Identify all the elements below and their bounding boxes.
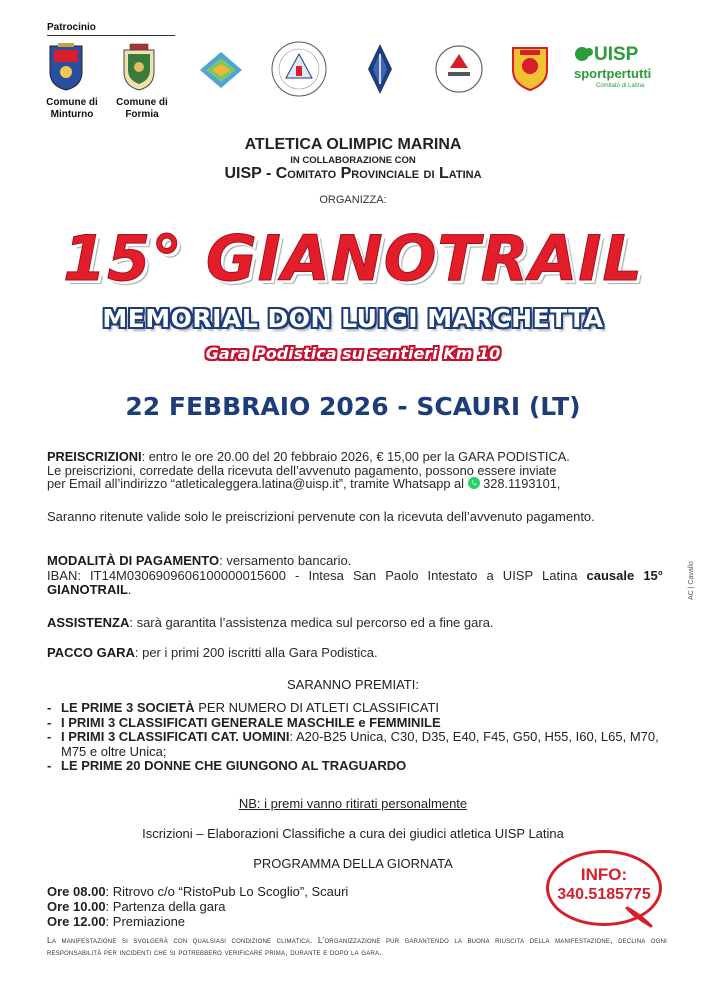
uisp-name: UISP	[594, 44, 639, 65]
prize-item-3-bold: I PRIMI 3 CLASSIFICATI CAT. UOMINI	[61, 729, 290, 744]
event-date: 22 FEBBRAIO 2026 - SCAURI (LT)	[125, 392, 581, 421]
programma-list	[47, 884, 547, 929]
formia-caption-line2: Formia	[125, 109, 159, 120]
pagamento-causale: causale 15° GIANOTRAIL	[47, 567, 663, 597]
programma-time: Ore 10.00	[47, 899, 106, 914]
footer-disclaimer: La manifestazione si svolgerà con qualsiasi condizione climatica. L’organizzazione pur garantendo la buona riuscita della manifestazione, declina ogni responsabilità per incidenti che si potrebbero verificare prima, durante e dopo la gara.	[47, 935, 667, 957]
minturno-crest	[46, 42, 86, 92]
preiscrizioni-block	[47, 450, 663, 491]
formia-crest	[118, 42, 160, 92]
prize-item-1	[47, 701, 667, 716]
prize-list	[47, 701, 667, 774]
minturno-caption-line1: Comune di	[46, 97, 98, 108]
pagamento-causale-end: .	[127, 582, 132, 597]
programma-desc: : Partenza della gara	[105, 899, 226, 914]
preiscrizioni-text2: Le preiscrizioni, corredate della ricevuta dell’avvenuto pagamento, possono essere inviate	[47, 462, 557, 478]
side-credit: AC | Cavallo	[688, 561, 695, 600]
prize-item-1-rest: PER NUMERO DI ATLETI CLASSIFICATI	[194, 700, 440, 715]
pacco-label: PACCO GARA	[47, 645, 135, 660]
volontariato-logo	[434, 44, 484, 94]
programma-desc: : Premiazione	[105, 914, 186, 929]
uisp-mark-icon	[574, 44, 594, 64]
iscrizioni-note: Iscrizioni – Elaborazioni Classifiche a cura dei giudici atletica UISP Latina	[142, 826, 564, 841]
prize-item-2	[47, 716, 667, 731]
info-label: INFO:	[580, 865, 628, 884]
uisp-logo	[574, 44, 664, 96]
prize-item-1-bold: LE PRIME 3 SOCIETÀ	[61, 700, 195, 715]
preiscrizioni-text1: : entro le ore 20.00 del 20 febbraio 2026, € 15,00 per la GARA PODISTICA.	[141, 449, 570, 464]
preiscrizioni-phone[interactable]: 328.1193101,	[483, 476, 561, 491]
pacco-block	[47, 646, 663, 661]
event-title: 15° GIANOTRAIL	[63, 222, 643, 295]
programma-item	[47, 914, 547, 929]
premiati-heading: SARANNO PREMIATI:	[287, 677, 419, 692]
minturno-caption-line2: Minturno	[50, 109, 94, 120]
formia-caption	[112, 97, 172, 121]
protezione-civile-logo	[270, 40, 328, 98]
uisp-tagline: sportpertutti	[574, 66, 652, 81]
patrocinio-divider	[47, 35, 175, 36]
minturno-caption	[42, 97, 102, 121]
whatsapp-icon	[468, 477, 480, 489]
validity-note: Saranno ritenute valide solo le preiscrizioni pervenute con la ricevuta dell’avvenuto pagamento.	[47, 509, 595, 524]
uisp-sub: Comitato di Latina	[596, 83, 645, 89]
prize-item-3	[47, 730, 667, 759]
pagamento-block	[47, 554, 663, 598]
pagamento-iban: IBAN: IT14M0306909606100000015600 - Intesa San Paolo Intestato a UISP Latina	[47, 567, 578, 583]
event-memorial: MEMORIAL DON LUIGI MARCHETTA	[102, 304, 604, 333]
formia-caption-line1: Comune di	[116, 97, 168, 108]
organizer-line2: IN COLLABORAZIONE CON	[290, 155, 416, 166]
prize-item-2-text: I PRIMI 3 CLASSIFICATI GENERALE MASCHILE e FEMMINILE	[61, 714, 441, 730]
organizer-line4: ORGANIZZA:	[319, 194, 387, 206]
pagamento-label: MODALITÀ DI PAGAMENTO	[47, 553, 220, 568]
radio-logo	[366, 42, 394, 96]
assistenza-text: : sarà garantita l’assistenza medica sul percorso ed a fine gara.	[129, 615, 494, 630]
programma-item	[47, 884, 547, 899]
programma-item	[47, 899, 547, 914]
assistenza-label: ASSISTENZA	[47, 615, 130, 630]
programma-time: Ore 12.00	[47, 914, 106, 929]
shield-logo	[510, 44, 550, 92]
organizer-line3: UISP - Comitato Provinciale di Latina	[224, 165, 482, 182]
info-phone[interactable]: 340.5185775	[557, 886, 651, 903]
speech-tail-icon	[625, 906, 653, 928]
organizer-line1: ATLETICA OLIMPIC MARINA	[244, 136, 462, 153]
event-subtitle: Gara Podistica su sentieri Km 10	[205, 344, 501, 363]
pagamento-text: : versamento bancario.	[219, 553, 352, 568]
programma-desc: : Ritrovo c/o “RistoPub Lo Scoglio”, Scauri	[105, 884, 349, 899]
pacco-text: : per i primi 200 iscritti alla Gara Podistica.	[134, 645, 378, 660]
nb-note: NB: i premi vanno ritirati personalmente	[238, 796, 468, 811]
prize-item-4-text: LE PRIME 20 DONNE CHE GIUNGONO AL TRAGUARDO	[61, 758, 407, 773]
prize-item-4	[47, 759, 667, 774]
programma-time: Ore 08.00	[47, 884, 106, 899]
regional-logo	[198, 50, 244, 90]
programma-heading: PROGRAMMA DELLA GIORNATA	[253, 856, 453, 871]
patrocinio-label: Patrocinio	[47, 22, 96, 33]
preiscrizioni-label: PREISCRIZIONI	[47, 449, 142, 464]
preiscrizioni-text3: per Email all’indirizzo “atleticaleggera.latina@uisp.it”, tramite Whatsapp al	[47, 476, 464, 491]
prize-item-3-rest: : A20-B25 Unica, C30, D35, E40, F45, G50, H55, I60, L65, M70, M75 e oltre Unica;	[61, 729, 659, 759]
assistenza-block	[47, 616, 663, 631]
